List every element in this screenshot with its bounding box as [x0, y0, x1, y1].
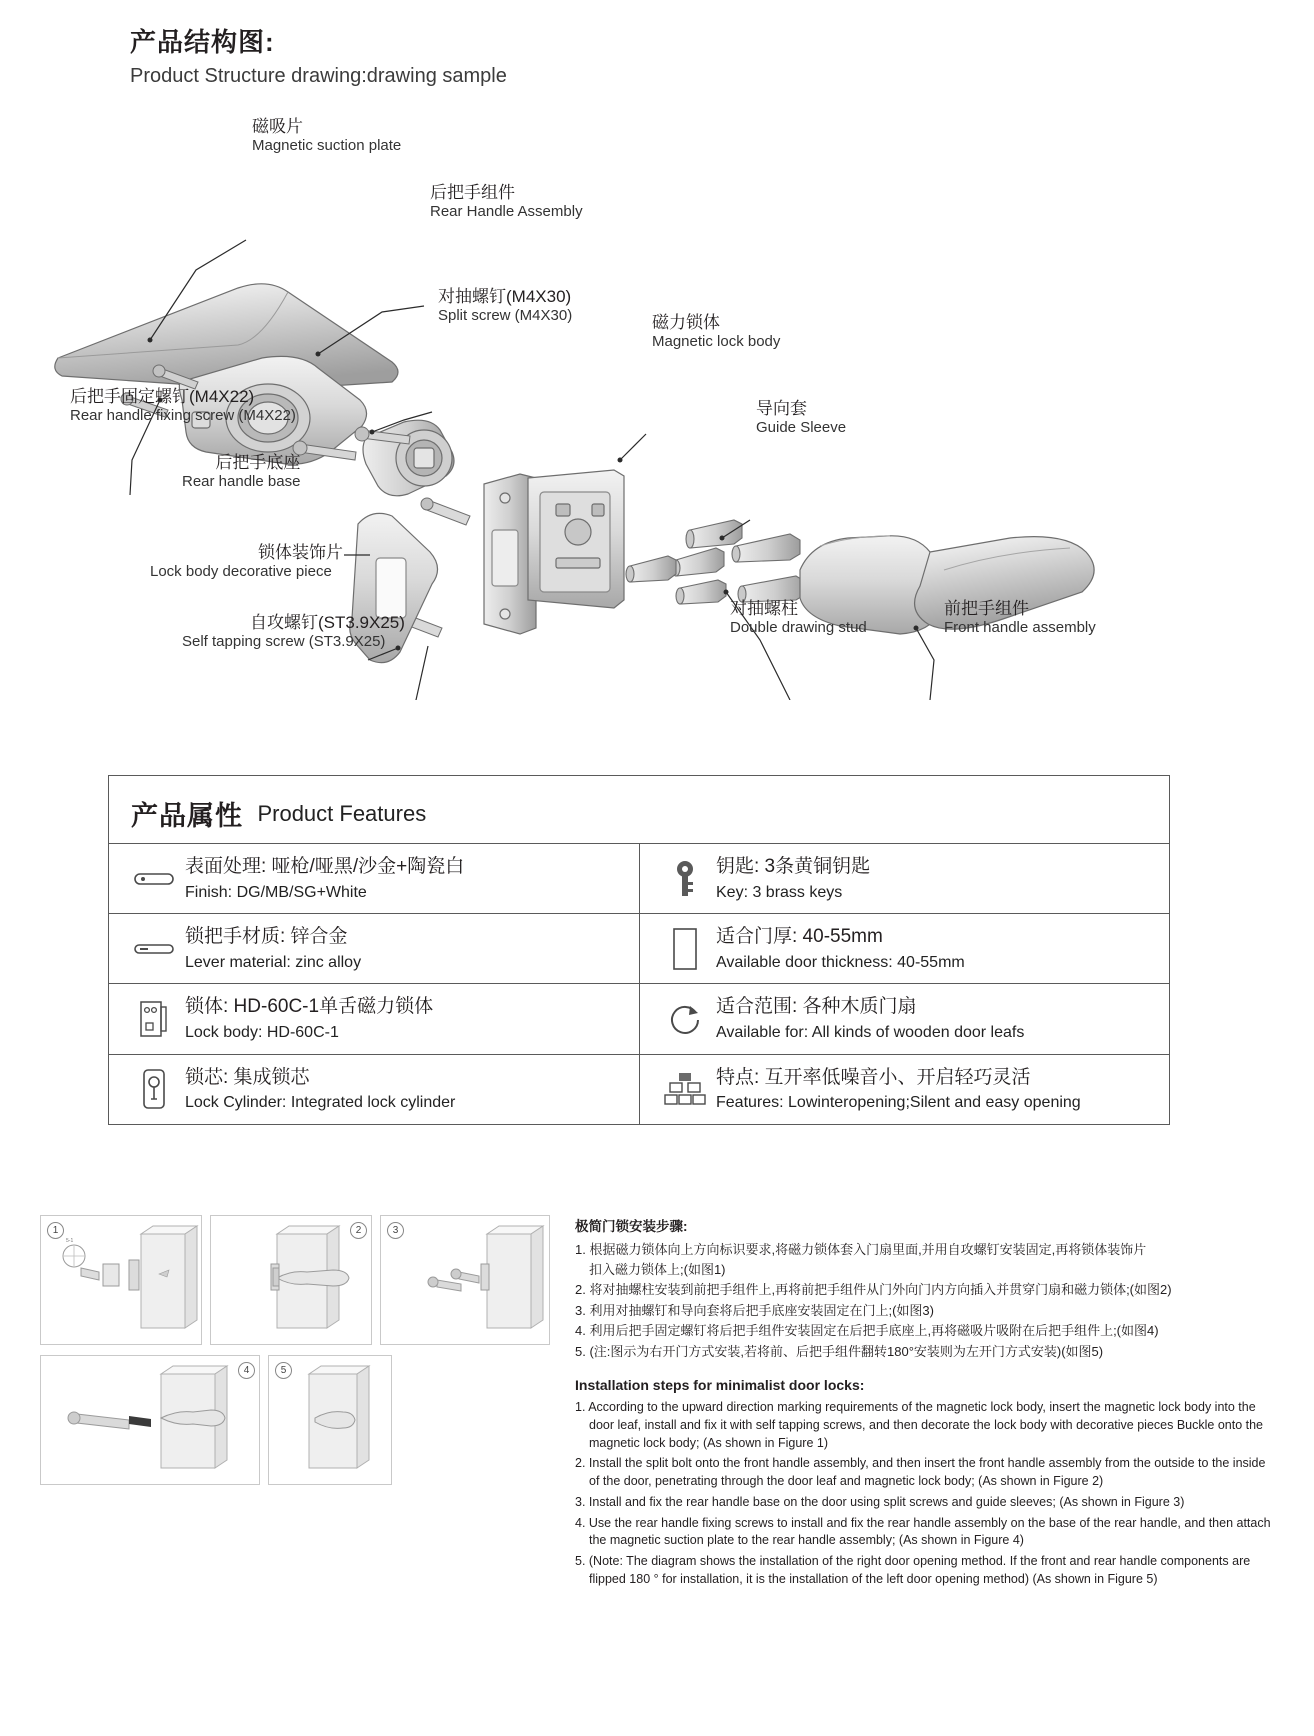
- lever-material-icon: [123, 940, 185, 958]
- features-row: [109, 843, 1169, 913]
- feature-available-for-cn: 适合范围: 各种木质门扇: [716, 996, 917, 1018]
- feature-key-en: Key: 3 brass keys: [716, 883, 843, 901]
- figure-number: 1: [47, 1222, 64, 1239]
- feature-available-for-en: Available for: All kinds of wooden door leafs: [716, 1024, 1025, 1042]
- feature-lock-cylinder-en: Lock Cylinder: Integrated lock cylinder: [185, 1094, 456, 1112]
- feature-door-thickness-cn: 适合门厚: 40-55mm: [716, 926, 883, 948]
- product-features-table: [108, 775, 1170, 1125]
- installation-step-cn: 3. 利用对抽螺钉和导向套将后把手底座安装固定在门上;(如图3): [575, 1302, 934, 1318]
- label-lock-body-decorative-piece: 锁体装饰片 Lock body decorative piece: [150, 543, 343, 581]
- label-rear-handle-fixing-screw: 后把手固定螺钉(M4X22) Rear handle fixing screw (M4X22): [70, 387, 296, 425]
- feature-lock-body-cn: 锁体: HD-60C-1单舌磁力锁体: [185, 996, 434, 1018]
- features-row: [109, 913, 1169, 983]
- features-heading-en: Product Features: [257, 800, 427, 826]
- label-front-handle-assembly: 前把手组件 Front handle assembly: [944, 599, 1096, 637]
- installation-heading-cn: 极简门锁安装步骤:: [575, 1219, 688, 1234]
- feature-lever-material: [109, 914, 639, 983]
- feature-finish-en: Finish: DG/MB/SG+White: [185, 883, 367, 901]
- feature-key: [639, 844, 1169, 913]
- installation-step-cn: 5. (注:图示为右开门方式安装,若将前、后把手组件翻转180°安装则为左开门方式安装)(如图5): [575, 1343, 1104, 1359]
- figure-number: 3: [387, 1222, 404, 1239]
- installation-step-en: 5. (Note: The diagram shows the installation of the right door opening method. If the front and rear handle components are flipped 180 ° for installation, it is the installation of the left door opening method) (As shown in Figure 5): [575, 1554, 1251, 1586]
- page-title-en: Product Structure drawing:drawing sample: [130, 65, 507, 87]
- features-icon: [654, 1071, 716, 1107]
- feature-lock-body: [109, 984, 639, 1053]
- label-guide-sleeve: 导向套 Guide Sleeve: [756, 399, 847, 437]
- feature-finish: [109, 844, 639, 913]
- label-self-tapping-screw: 自攻螺钉(ST3.9X25) Self tapping screw (ST3.9X25): [182, 613, 405, 651]
- feature-lock-cylinder: [109, 1055, 639, 1124]
- installation-step-cn: 2. 将对抽螺柱安装到前把手组件上,再将前把手组件从门外向门内方向插入并贯穿门扇和磁力锁体;(如图2): [575, 1282, 1172, 1297]
- feature-key-cn: 钥匙: 3条黄铜钥匙: [716, 856, 871, 877]
- figure-number: 5: [275, 1362, 292, 1379]
- feature-features-cn: 特点: 互开率低噪音小、开启轻巧灵活: [716, 1066, 1031, 1088]
- feature-lock-body-en: Lock body: HD-60C-1: [185, 1024, 339, 1042]
- label-magnetic-lock-body: 磁力锁体 Magnetic lock body: [652, 313, 781, 351]
- label-double-drawing-stud: 对抽螺柱 Double drawing stud: [730, 599, 867, 637]
- key-icon: [654, 860, 716, 898]
- feature-available-for: [639, 984, 1169, 1053]
- installation-step-cn: 4. 利用后把手固定螺钉将后把手组件安装固定在后把手底座上,再将磁吸片吸附在后把手组件上;(如图4): [575, 1323, 1159, 1338]
- page-title: [130, 22, 507, 88]
- installation-steps-text: [575, 1215, 1275, 1592]
- door-thickness-icon: [654, 927, 716, 971]
- feature-door-thickness-en: Available door thickness: 40-55mm: [716, 953, 965, 971]
- features-heading-cn: 产品属性: [131, 801, 243, 831]
- installation-figure-1: [40, 1215, 202, 1345]
- feature-finish-cn: 表面处理: 哑枪/哑黑/沙金+陶瓷白: [185, 856, 465, 877]
- lock-body-icon: [123, 999, 185, 1039]
- installation-step-cn: 1. 根据磁力锁体向上方向标识要求,将磁力锁体套入门扇里面,并用自攻螺钉安装固定,再将锁体装饰片 扣入磁力锁体上;(如图1): [575, 1242, 1147, 1277]
- feature-features: [639, 1055, 1169, 1124]
- installation-heading-en: Installation steps for minimalist door locks:: [575, 1377, 865, 1393]
- page-title-cn: 产品结构图:: [130, 27, 275, 57]
- feature-lock-cylinder-cn: 锁芯: 集成锁芯: [185, 1066, 310, 1088]
- label-magnetic-suction-plate: 磁吸片 Magnetic suction plate: [252, 117, 402, 155]
- figure-number: 4: [238, 1362, 255, 1379]
- installation-step-en: 1. According to the upward direction marking requirements of the magnetic lock body, insert the magnetic lock body into the door leaf, install and fix it with self tapping screws, and then decorate the lock body with decorative pieces Buckle onto the magnetic lock body; (As shown in Figure 1): [575, 1400, 1263, 1450]
- installation-step-en: 3. Install and fix the rear handle base on the door using split screws and guide sleeves; (As shown in Figure 3): [575, 1494, 1185, 1509]
- feature-lever-material-en: Lever material: zinc alloy: [185, 953, 362, 971]
- lock-cylinder-icon: [123, 1068, 185, 1110]
- figure-number: 2: [350, 1222, 367, 1239]
- features-row: [109, 983, 1169, 1053]
- installation-figure-4: [40, 1355, 260, 1485]
- installation-figure-5: [268, 1355, 392, 1485]
- label-rear-handle-assembly: 后把手组件 Rear Handle Assembly: [430, 183, 583, 221]
- svg-text:5-1: 5-1: [66, 1238, 74, 1244]
- installation-figure-2: [210, 1215, 372, 1345]
- product-features-heading: [109, 776, 1169, 843]
- surface-finish-icon: [123, 870, 185, 888]
- rotation-scope-icon: [654, 1000, 716, 1038]
- exploded-structure-drawing: [0, 100, 1314, 700]
- feature-features-en: Features: Lowinteropening;Silent and easy opening: [716, 1094, 1081, 1112]
- label-rear-handle-base: 后把手底座 Rear handle base: [182, 453, 301, 491]
- installation-step-en: 4. Use the rear handle fixing screws to install and fix the rear handle assembly on the base of the rear handle, and then attach the magnetic suction plate to the rear handle assembly; (As shown in Figure 4): [575, 1515, 1271, 1548]
- installation-figure-3: [380, 1215, 550, 1345]
- feature-door-thickness: [639, 914, 1169, 983]
- installation-step-en: 2. Install the split bolt onto the front handle assembly, and then insert the front handle assembly from the outside to the inside of the door, penetrating through the door leaf and magnetic lock body; (As shown in Figure 2): [575, 1456, 1266, 1488]
- features-row: [109, 1054, 1169, 1124]
- label-split-screw: 对抽螺钉(M4X30) Split screw (M4X30): [438, 287, 573, 325]
- feature-lever-material-cn: 锁把手材质: 锌合金: [185, 926, 348, 948]
